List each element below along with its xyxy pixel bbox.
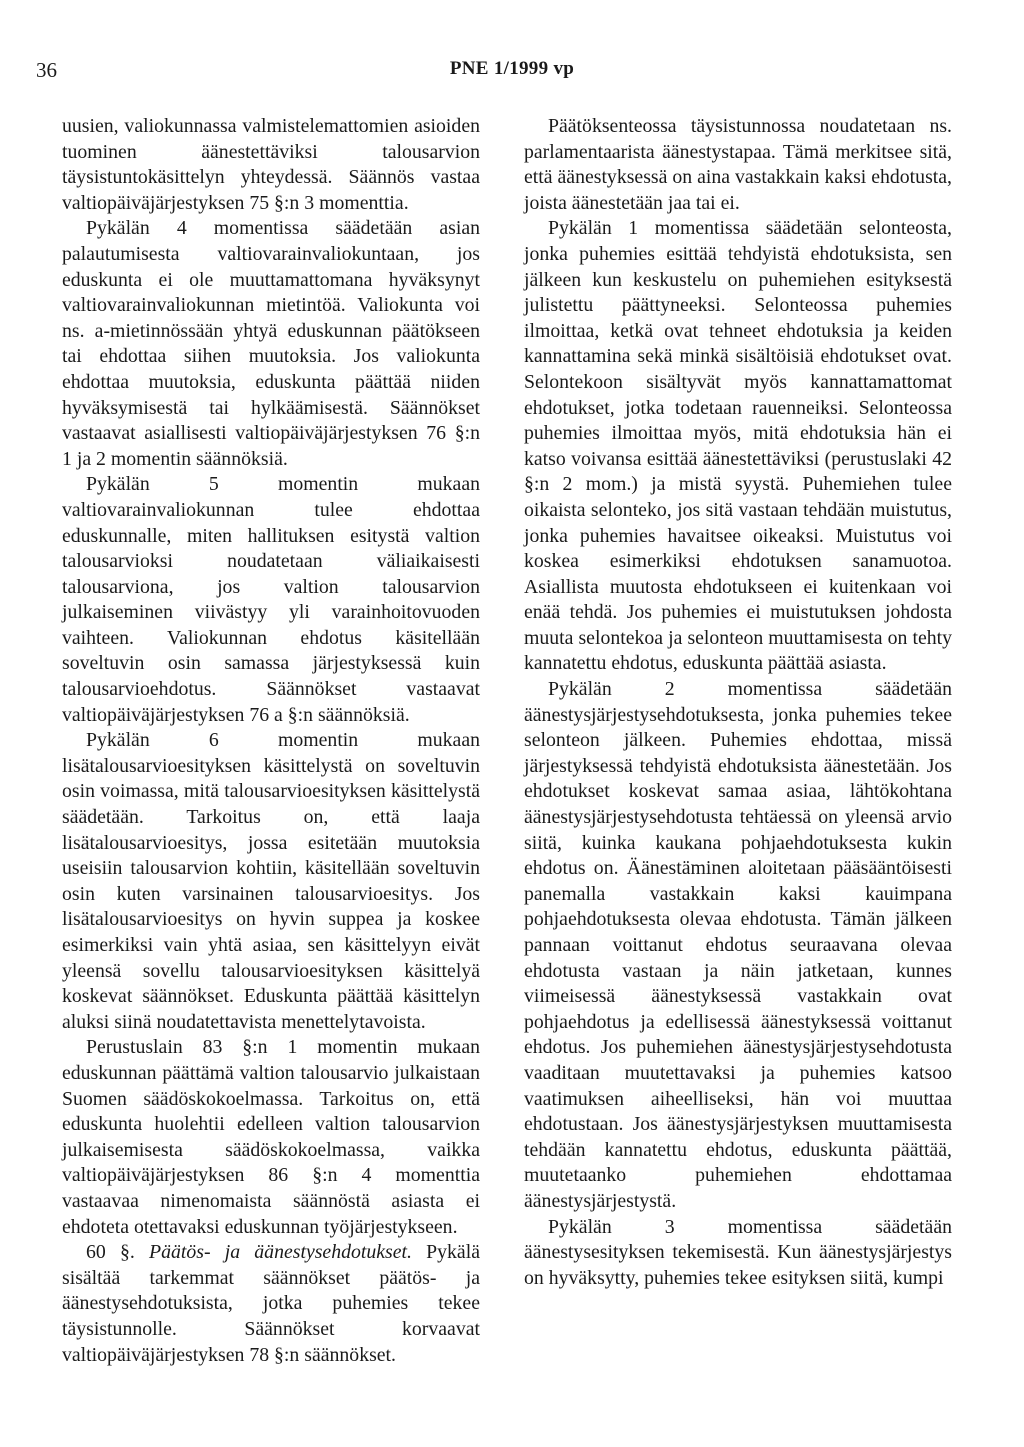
section-text: Pykälä sisältää tarkemmat säännökset päätös- ja äänestysehdotuksista, jotka puhemies tekee täysistunnolle. Säännökset korvaavat valtiopäiväjärjestyksen 78 §:n säännökset. bbox=[62, 1241, 480, 1366]
right-column bbox=[524, 114, 952, 1291]
paragraph: Pykälän 1 momentissa säädetään selonteosta, jonka puhemies esittää tehdyistä ehdotuksista, sen jälkeen kun keskustelu on puhemiehen esityksestä julistettu päättyneeksi. Selonteossa puhemies ilmoittaa, ketkä ovat tehneet ehdotuksia ja keiden kannattamina sekä minkä sisältöisiä ehdotukset ovat. Selontekoon sisältyvät myös kannattamattomat ehdotukset, jotka todetaan rauenneiksi. Selonteossa puhemies ilmoittaa myös, mitä ehdotuksia hän ei katso voivansa esittää äänestettäviksi (perustuslaki 42 §:n 2 mom.) ja mistä syystä. Puhemiehen tulee oikaista selonteko, jos sitä vastaan tehdään muistutus, jonka puhemies havaitsee oikeaksi. Muistutus voi koskea esimerkiksi ehdotuksen sanamuotoa. Asiallista muutosta ehdotukseen ei kuitenkaan voi enää tehdä. Jos puhemies ei muistutuksen johdosta muuta selontekoa ja selonteon muuttamisesta on tehty kannatettu ehdotus, eduskunta päättää asiasta. bbox=[524, 217, 952, 675]
page-number: 36 bbox=[36, 58, 57, 82]
paragraph: Päätöksenteossa täysistunnossa noudatetaan ns. parlamentaarista äänestystapaa. Tämä merkitsee sitä, että äänestyksessä on aina vastakkain kaksi ehdotusta, joista äänestetään jaa tai ei. bbox=[524, 115, 952, 214]
paragraph: uusien, valiokunnassa valmistelemattomien asioiden tuominen äänestettäviksi talousarvion täysistuntokäsittelyn yhteydessä. Säännös vastaa valtiopäiväjärjestyksen 75 §:n 3 momenttia. bbox=[62, 115, 480, 214]
paragraph: Pykälän 3 momentissa säädetään äänestysesityksen tekemisestä. Kun äänestysjärjestys on hyväksytty, puhemies tekee esityksen siitä, kumpi bbox=[524, 1215, 952, 1289]
paragraph-section-60 bbox=[62, 1240, 480, 1368]
paragraph: Perustuslain 83 §:n 1 momentin mukaan eduskunnan päättämä valtion talousarvio julkaistaan Suomen säädöskokoelmassa. Tarkoitus on, että eduskunta huolehtii edelleen valtion talousarvion julkaisemisesta säädöskokoelmassa, vaikka valtiopäiväjärjestyksen 86 §:n 4 momenttia vastaavaa nimenomaista säännöstä asiasta ei ehdoteta otettavaksi eduskunnan työjärjestykseen. bbox=[62, 1036, 480, 1238]
paragraph: Pykälän 6 momentin mukaan lisätalousarvioesityksen käsittelystä on soveltuvin osin voimassa, mitä talousarvioesityksen käsittelystä säädetään. Tarkoitus on, että laaja lisätalousarvioesitys, jossa esitetään muutoksia useisiin talousarvion kohtiin, käsitellään soveltuvin osin kuten varsinainen talousarvioesitys. Jos lisätalousarvioesitys on hyvin suppea ja koskee esimerkiksi vain yhtä asiaa, sen käsittelyyn eivät yleensä sovellu talousarvioesityksen käsittelyä koskevat säännökset. Eduskunta päättää käsittelyn aluksi siinä noudatettavista menettelytavoista. bbox=[62, 729, 480, 1033]
page-header bbox=[0, 58, 1024, 88]
paragraph: Pykälän 4 momentissa säädetään asian palautumisesta valtiovarainvaliokuntaan, jos eduskunta ei ole muuttamattomana hyväksynyt valtiovarainvaliokunnan mietintöä. Valiokunta voi ns. a-mietinnössään yhtyä eduskunnan päätökseen tai ehdottaa siihen muutoksia. Jos valiokunta ehdottaa muutoksia, eduskunta päättää niiden hyväksymisestä tai hylkäämisestä. Säännökset vastaavat asiallisesti valtiopäiväjärjestyksen 76 §:n 1 ja 2 momentin säännöksiä. bbox=[62, 217, 480, 470]
section-title: Päätös- ja äänestysehdotukset. bbox=[149, 1241, 412, 1264]
paragraph: Pykälän 5 momentin mukaan valtiovarainvaliokunnan tulee ehdottaa eduskunnalle, miten hallituksen esitystä valtion talousarvioksi noudatetaan väliaikaisesti talousarviona, jos valtion talousarvion julkaiseminen viivästyy yli varainhoitovuoden vaihteen. Valiokunnan ehdotus käsitellään soveltuvin osin samassa järjestyksessä kuin talousarvioehdotus. Säännökset vastaavat valtiopäiväjärjestyksen 76 a §:n säännöksiä. bbox=[62, 473, 480, 726]
left-column bbox=[62, 114, 480, 1368]
paragraph: Pykälän 2 momentissa säädetään äänestysjärjestysehdotuksesta, jonka puhemies tekee selonteon jälkeen. Puhemies ehdottaa, missä järjestyksessä tehdyistä ehdotuksista äänestetään. Jos ehdotukset koskevat samaa asiaa, lähtökohtana äänestysjärjestysehdotusta tehtäessä on yleensä arvio siitä, kuinka kaukana pohjaehdotuksesta kukin ehdotus on. Äänestäminen aloitetaan pääsääntöisesti panemalla vastakkain kaksi kauimpana pohjaehdotuksesta olevaa ehdotusta. Tämän jälkeen pannaan voittanut ehdotus seuraavana olevaa ehdotusta vastaan ja näin jatketaan, kunnes viimeisessä äänestyksessä vastakkain ovat pohjaehdotus ja edellisessä äänestyksessä voittanut ehdotus. Jos puhemiehen äänestysjärjestysehdotusta vaaditaan muutettavaksi ja puhemies katsoo vaatimuksen aiheelliseksi, hän voi muuttaa ehdotustaan. Jos äänestysjärjestyksen muuttamisesta tehdään kannatettu ehdotus, eduskunta päättää, muutetaanko puhemiehen ehdottamaa äänestysjärjestystä. bbox=[524, 678, 952, 1212]
section-number: 60 §. bbox=[86, 1241, 135, 1264]
running-head: PNE 1/1999 vp bbox=[449, 58, 575, 79]
